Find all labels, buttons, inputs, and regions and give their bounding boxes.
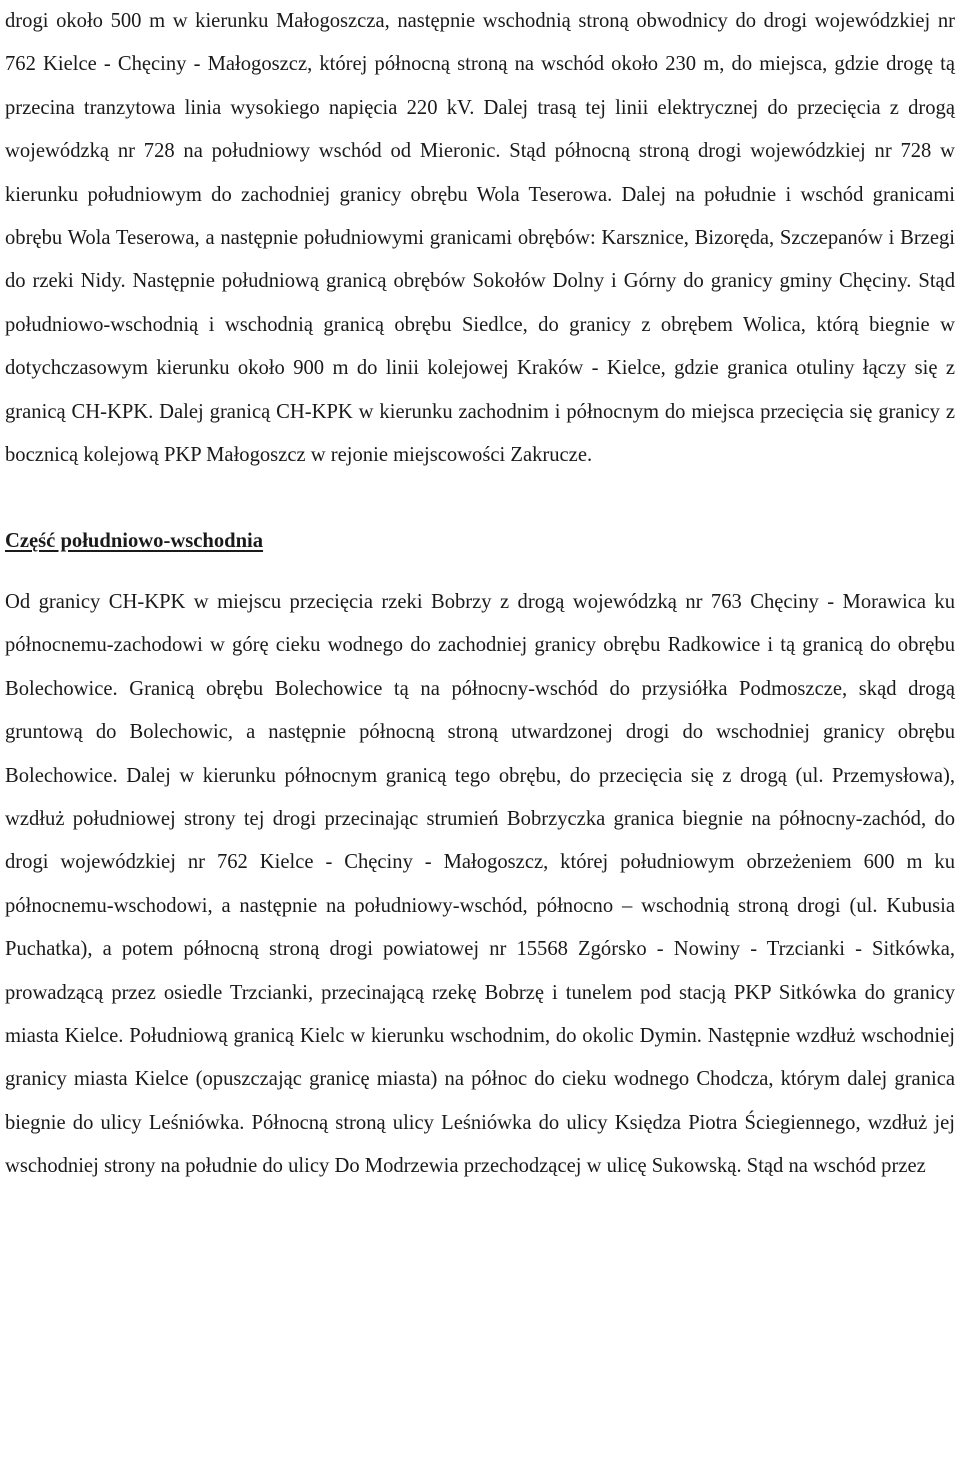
heading-spacer: [5, 564, 955, 581]
paragraph-boundary-description: drogi około 500 m w kierunku Małogoszcza, następnie wschodnią stroną obwodnicy do drogi wojewódzkiej nr 762 Kielce - Chęciny - Małogoszcz, której północną stroną na wschód około 230 m, do miejsca, gdzie drogę tą przecina tranzytowa linia wysokiego napięcia 220 kV. Dalej trasą tej linii elektrycznej do przecięcia z drogą wojewódzką nr 728 na południowy wschód od Mieronic. Stąd północną stroną drogi wojewódzkiej nr 728 w kierunku południowym do zachodniej granicy obrębu Wola Teserowa. Dalej na południe i wschód granicami obrębu Wola Teserowa, a następnie południowymi granicami obrębów: Karsznice, Bizoręda, Szczepanów i Brzegi do rzeki Nidy. Następnie południową granicą obrębów Sokołów Dolny i Górny do granicy gminy Chęciny. Stąd południowo-wschodnią i wschodnią granicą obrębu Siedlce, do granicy z obrębem Wolica, którą biegnie w dotychczasowym kierunku około 900 m do linii kolejowej Kraków - Kielce, gdzie granica otuliny łączy się z granicą CH-KPK. Dalej granicą CH-KPK w kierunku zachodnim i północnym do miejsca przecięcia się granicy z bocznicą kolejową PKP Małogoszcz w rejonie miejscowości Zakrucze.: [5, 10, 955, 467]
paragraph-south-east-section: Od granicy CH-KPK w miejscu przecięcia rzeki Bobrzy z drogą wojewódzką nr 763 Chęciny - Morawica ku północnemu-zachodowi w górę cieku wodnego do zachodniej granicy obrębu Radkowice i tą granicą do obrębu Bolechowice. Granicą obrębu Bolechowice tą na północny-wschód do przysiółka Podmoszcze, skąd drogą gruntową do Bolechowic, a następnie północną stroną utwardzonej drogi do wschodniej granicy obrębu Bolechowice. Dalej w kierunku północnym granicą tego obrębu, do przecięcia się z drogą (ul. Przemysłowa), wzdłuż południowej strony tej drogi przecinając strumień Bobrzyczka granica biegnie na północny-zachód, do drogi wojewódzkiej nr 762 Kielce - Chęciny - Małogoszcz, której południowym obrzeżeniem 600 m ku północnemu-wschodowi, a następnie na południowy-wschód, północno – wschodnią stroną drogi (ul. Kubusia Puchatka), a potem północną stroną drogi powiatowej nr 15568 Zgórsko - Nowiny - Trzcianki - Sitkówka, prowadzącą przez osiedle Trzcianki, przecinającą rzekę Bobrzę i tunelem pod stacją PKP Sitkówka do granicy miasta Kielce. Południową granicą Kielc w kierunku wschodnim, do okolic Dymin. Następnie wzdłuż wschodniej granicy miasta Kielce (opuszczając granicę miasta) na północ do cieku wodnego Chodcza, którym dalej granica biegnie do ulicy Leśniówka. Północną stroną ulicy Leśniówka do ulicy Księdza Piotra Ściegiennego, wzdłuż jej wschodniej strony na południe do ulicy Do Modrzewia przechodzącej w ulicę Sukowską. Stąd na wschód przez: [5, 590, 955, 1178]
document-page: [5, 0, 955, 1189]
section-spacer: [5, 477, 955, 520]
section-heading: Część południowo-wschodnia: [5, 530, 264, 553]
